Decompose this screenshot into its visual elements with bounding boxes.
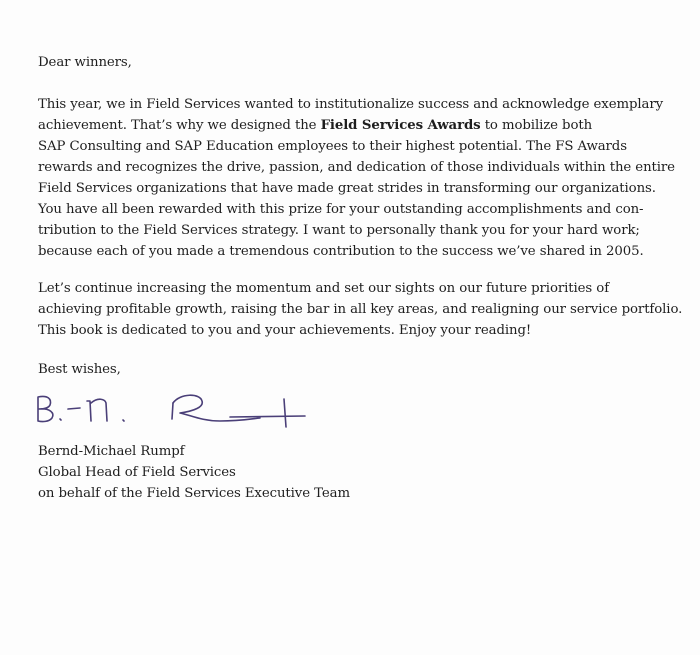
paragraph-1-line-3: SAP Consulting and SAP Education employees to their highest potential. The FS Awards <box>38 139 627 154</box>
paragraph-1-line-8: because each of you made a tremendous contribution to the success we’ve shared in 2005. <box>38 244 644 259</box>
signatory-behalf: on behalf of the Field Services Executive Team <box>38 486 350 501</box>
handwritten-signature <box>30 385 320 440</box>
paragraph-1-line-6: You have all been rewarded with this prize for your outstanding accomplishments and con- <box>38 202 644 217</box>
closing: Best wishes, <box>38 362 121 377</box>
paragraph-1-line-4: rewards and recognizes the drive, passion, and dedication of those individuals within the entire <box>38 160 675 175</box>
salutation: Dear winners, <box>38 55 132 70</box>
paragraph-1-line-2-start: achievement. That’s why we designed the <box>38 118 321 133</box>
paragraph-1-line-1: This year, we in Field Services wanted to institutionalize success and acknowledge exemplary <box>38 97 664 112</box>
awards-name: Field Services Awards <box>320 118 481 133</box>
paragraph-1-line-2-end: to mobilize both <box>480 118 593 133</box>
signatory-title: Global Head of Field Services <box>38 465 236 480</box>
paragraph-1-line-7: tribution to the Field Services strategy. I want to personally thank you for your hard work; <box>38 223 640 238</box>
signatory-name: Bernd-Michael Rumpf <box>38 444 185 459</box>
paragraph-2-line-2: achieving profitable growth, raising the bar in all key areas, and realigning our service portfolio. <box>38 302 683 317</box>
paragraph-1-line-5: Field Services organizations that have made great strides in transforming our organizations. <box>38 181 656 196</box>
paragraph-1-line-2 <box>38 118 592 133</box>
paragraph-2-line-3: This book is dedicated to you and your achievements. Enjoy your reading! <box>38 323 532 338</box>
paragraph-2-line-1: Let’s continue increasing the momentum and set our sights on our future priorities of <box>38 281 610 296</box>
